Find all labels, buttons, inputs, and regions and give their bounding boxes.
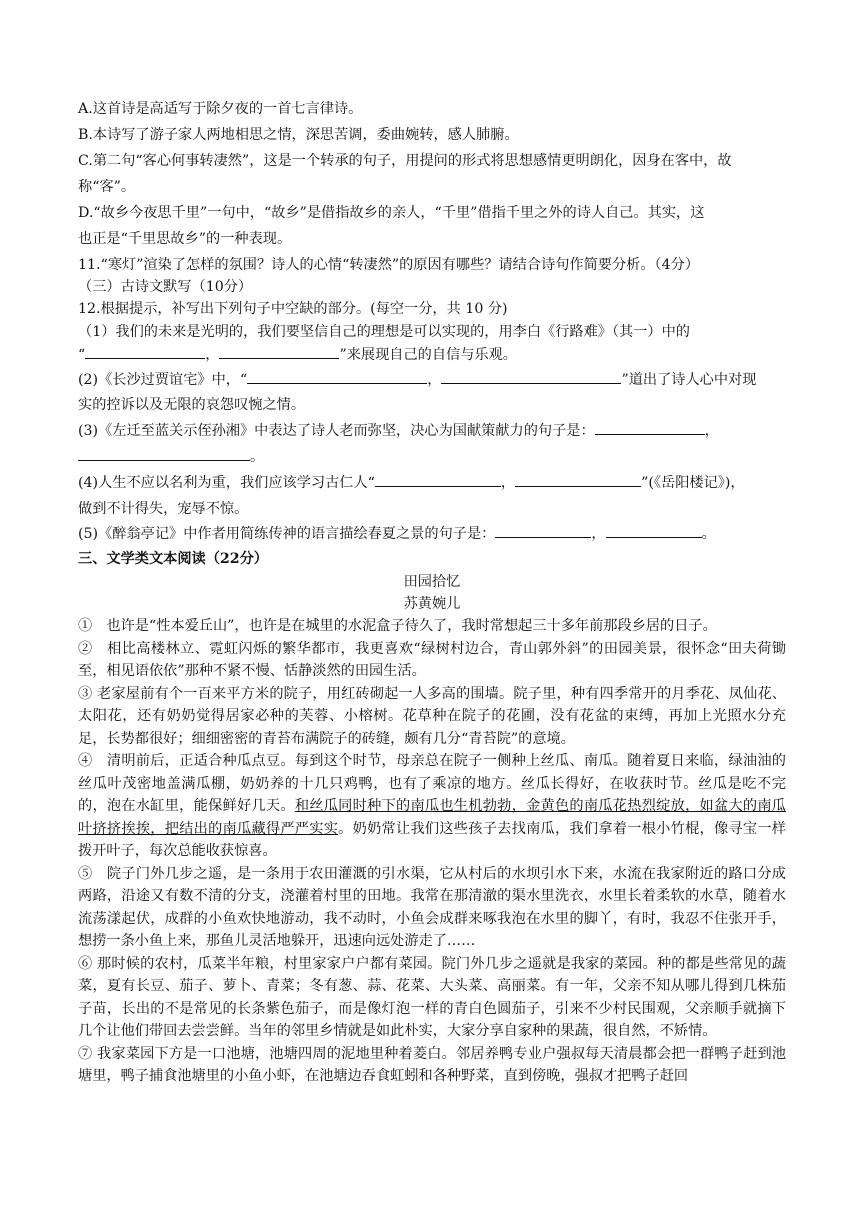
part-3-title: 三、文学类文本阅读（22分） bbox=[78, 551, 268, 567]
answer-blank[interactable] bbox=[595, 420, 705, 435]
para-4-underlined-sentence: 和丝瓜同时种下的南瓜也生机勃勃，金黄色的南瓜花热烈绽放，如盆大的南瓜叶挤挤挨挨，把结出的南瓜藏得严严实实 bbox=[78, 798, 786, 837]
article-title: 田园拾忆 bbox=[403, 574, 461, 590]
answer-blank[interactable] bbox=[219, 344, 339, 359]
para-4-text-b: 。奶奶常让我们这些孩子去找南瓜，我们拿着一根小竹棍，像寻宝一样拨开叶子，每次总能收获惊喜。 bbox=[78, 820, 786, 859]
q12-item3-line2 bbox=[78, 446, 786, 468]
article-para-2: ② 相比高楼林立、霓虹闪烁的繁华都市，我更喜欢“绿树村边合，青山郭外斜”的田园美景，很怀念“田夫荷锄至，相见语依依”那种不紧不慢、恬静淡然的田园生活。 bbox=[78, 640, 786, 679]
item5-pre: (5)《醉翁亭记》中作者用简练传神的语言描绘春夏之景的句子是： bbox=[78, 526, 496, 542]
q12-item1-line2 bbox=[78, 344, 786, 366]
q12-item1-line1 bbox=[78, 320, 786, 344]
answer-blank[interactable] bbox=[441, 369, 621, 384]
article-para-1: ① 也许是“性本爱丘山”，也许是在城里的水泥盒子待久了，我时常想起三十多年前那段乡居的日子。 bbox=[78, 618, 717, 634]
article-author: 苏黄婉儿 bbox=[403, 596, 461, 612]
question-11: 11.“寒灯”渲染了怎样的氛围？诗人的心情“转凄然”的原因有哪些？请结合诗句作简要分析。（4分） bbox=[78, 257, 700, 273]
period: 。 bbox=[250, 449, 265, 465]
item2-pre: (2)《长沙过贾谊宅》中，“ bbox=[78, 372, 248, 388]
item4-post: ”(《岳阳楼记》)， bbox=[641, 475, 745, 491]
item4-pre: (4)人生不应以名利为重，我们应该学习古仁人“ bbox=[78, 475, 375, 491]
article-para-6: ⑥ 那时候的农村，瓜菜半年粮，村里家家户户都有菜园。院门外几步之遥就是我家的菜园。种的都是些常见的蔬菜，夏有长豆、茄子、萝卜、青菜；冬有葱、蒜、花菜、大头菜、高丽菜。有一年，父亲不知从哪儿得到几株茄子苗，长出的不是常见的长条紫色茄子，而是像灯泡一样的青白色圆茄子，引来不少村民围观，父亲顺手就摘下几个让他们带回去尝尝鲜。当年的邻里乡情就是如此朴实，大家分享自家种的果蔬，很自然，不矫情。 bbox=[78, 955, 786, 1039]
exam-page bbox=[78, 96, 786, 1088]
close-text: ”来展现自己的自信与乐观。 bbox=[339, 347, 517, 363]
option-d-line1: D.“故乡今夜思千里”一句中，“故乡”是借指故乡的亲人，“千里”借指千里之外的诗人自己。其实，这 bbox=[78, 205, 705, 221]
comma: ， bbox=[704, 423, 719, 439]
comma: ， bbox=[500, 475, 516, 491]
option-b: B.本诗写了游子家人两地相思之情，深思苦调，委曲婉转，感人肺腑。 bbox=[78, 127, 519, 143]
comma: ， bbox=[591, 526, 606, 542]
answer-blank[interactable] bbox=[515, 472, 641, 487]
answer-blank[interactable] bbox=[247, 369, 427, 384]
item3-pre: (3)《左迁至蓝关示侄孙湘》中表达了诗人老而弥坚，决心为国献策献力的句子是： bbox=[78, 423, 595, 439]
option-d-line2: 也正是“千里思故乡”的一种表现。 bbox=[78, 231, 292, 247]
comma: ， bbox=[205, 347, 220, 363]
answer-blank[interactable] bbox=[606, 523, 702, 538]
option-c-line1: C.第二句“客心何事转凄然”，这是一个转承的句子，用提问的形式将思想感情更明朗化，因身在客中，故 bbox=[78, 153, 732, 169]
answer-blank[interactable] bbox=[78, 446, 250, 461]
answer-blank[interactable] bbox=[495, 523, 591, 538]
section-3-title: （三）古诗文默写（10分） bbox=[78, 279, 253, 295]
period: 。 bbox=[701, 526, 716, 542]
para-4-text-a: ④ 清明前后，正适合种瓜点豆。每到这个时节，母亲总在院子一侧种上丝瓜、南瓜。随着夏日来临，绿油油的丝瓜叶茂密地盖满瓜棚，奶奶养的十几只鸡鸭，也有了乘凉的地方。丝瓜长得好，在收获时节。丝瓜是吃不完的，泡在水缸里，能保鲜好几天。 bbox=[78, 753, 786, 814]
open-quote: “ bbox=[78, 347, 86, 363]
item2-post: ”道出了诗人心中对现 bbox=[621, 372, 757, 388]
q12-item3-line1 bbox=[78, 416, 786, 446]
article-para-4 bbox=[78, 750, 786, 863]
option-a: A.这首诗是高适写于除夕夜的一首七言律诗。 bbox=[78, 101, 363, 117]
article-para-3: ③ 老家屋前有个一百来平方米的院子，用红砖砌起一人多高的围墙。院子里，种有四季常开的月季花、凤仙花、太阳花，还有奶奶觉得居家必种的芙蓉、小榕树。花草种在院子的花圃，没有花盆的束缚，再加上光照水分充足，长势都很好；细细密密的青苔布满院子的砖缝，颇有几分“青苔院”的意境。 bbox=[78, 685, 786, 747]
article-para-7: ⑦ 我家菜园下方是一口池塘，池塘四周的泥地里种着菱白。邻居养鸭专业户强叔每天清晨都会把一群鸭子赶到池塘里，鸭子捕食池塘里的小鱼小虾，在池塘边吞食虹蚓和各种野菜，直到傍晚，强叔才把鸭子赶回 bbox=[78, 1045, 786, 1084]
question-12-intro: 12.根据提示，补写出下列句子中空缺的部分。(每空一分，共 10 分) bbox=[78, 301, 508, 317]
q12-item5 bbox=[78, 520, 786, 548]
q12-item4-line1 bbox=[78, 468, 786, 498]
q12-item1-text: （1）我们的未来是光明的，我们要坚信自己的理想是可以实现的，用李白《行路难》（其一）中的 bbox=[78, 324, 690, 340]
article-para-5: ⑤ 院子门外几步之遥，是一条用于农田灌溉的引水渠，它从村后的水坝引水下来，水流在我家附近的路口分成两路，沿途又有数不清的分支，浇灌着村里的田地。我常在那清澈的渠水里洗衣，水里长着柔软的水草，随着水流荡漾起伏，成群的小鱼欢快地游动，我不动时，小鱼会成群来啄我泡在水里的脚丫，有时，我忍不住张开手，想捞一条小鱼上来，那鱼儿灵活地躲开，迅速向远处游走了…… bbox=[78, 865, 786, 949]
answer-blank[interactable] bbox=[85, 344, 205, 359]
answer-blank[interactable] bbox=[375, 472, 501, 487]
q12-item2-line2: 实的控诉以及无限的哀怨叹惋之情。 bbox=[78, 397, 306, 413]
comma: ， bbox=[427, 372, 442, 388]
option-c-line2: 称“客”。 bbox=[78, 179, 136, 195]
q12-item4-line2: 做到不计得失，宠辱不惊。 bbox=[78, 501, 249, 517]
q12-item2-line1 bbox=[78, 366, 786, 394]
